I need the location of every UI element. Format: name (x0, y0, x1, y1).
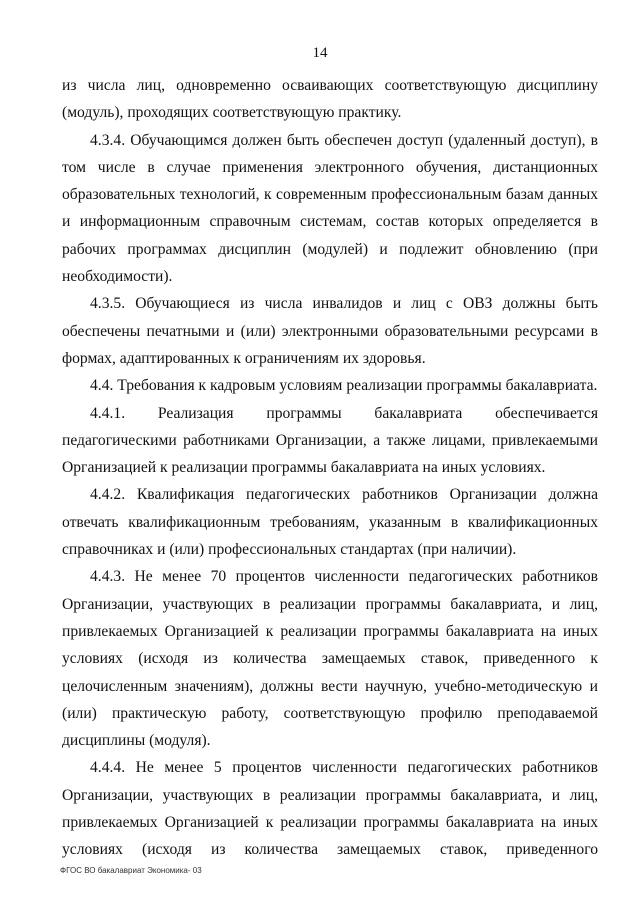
paragraph-4-4-2: 4.4.2. Квалификация педагогических работников Организации должна отвечать квалификационным требованиям, указанным в квалификационных справочниках и (или) профессиональных стандартах (при наличии). (62, 486, 598, 559)
paragraph-4-3-4: 4.3.4. Обучающимся должен быть обеспечен доступ (удаленный доступ), в том числе в случае применения электронного обучения, дистанционных образовательных технологий, к современным профессиональным базам данных и информационным справочным системам, состав которых определяется в рабочих программах дисциплин (модулей) и подлежит обновлению (при необходимости). (62, 131, 598, 286)
page-number: 14 (312, 45, 328, 61)
paragraph-continuation: из числа лиц, одновременно осваивающих соответствующую дисциплину (модуль), проходящих соответствующую практику. (62, 77, 598, 122)
paragraph-4-3-5: 4.3.5. Обучающиеся из числа инвалидов и лиц с ОВЗ должны быть обеспечены печатными и (или) электронными образовательными ресурсами в формах, адаптированных к ограничениям их здоровья. (62, 295, 598, 367)
section-heading-4-4: 4.4. Требования к кадровым условиям реализации программы бакалавриата. (90, 377, 598, 395)
footer-document-code: ФГОС ВО бакалавриат Экономика- 03 (60, 866, 202, 875)
paragraph-4-4-3: 4.4.3. Не менее 70 процентов численности педагогических работников Организации, участвующих в реализации программы бакалавриата, и лиц, привлекаемых Организацией к реализации программы бакалавриата на иных условиях (исходя из количества замещаемых ставок, приведенного к целочисленным значениям), должны вести научную, учебно-методическую и (или) практическую работу, соответствующую профилю преподаваемой дисциплины (модуля). (62, 568, 598, 750)
paragraph-4-4-4: 4.4.4. Не менее 5 процентов численности педагогических работников Организации, участвующих в реализации программы бакалавриата, и лиц, привлекаемых Организацией к реализации программы бакалавриата на иных условиях (исходя из количества замещаемых ставок, приведенного (62, 759, 598, 859)
paragraph-4-4-1: 4.4.1. Реализация программы бакалавриата обеспечивается педагогическими работниками Организации, а также лицами, привлекаемыми Организацией к реализации программы бакалавриата на иных условиях. (62, 404, 598, 477)
page-body (62, 72, 598, 864)
